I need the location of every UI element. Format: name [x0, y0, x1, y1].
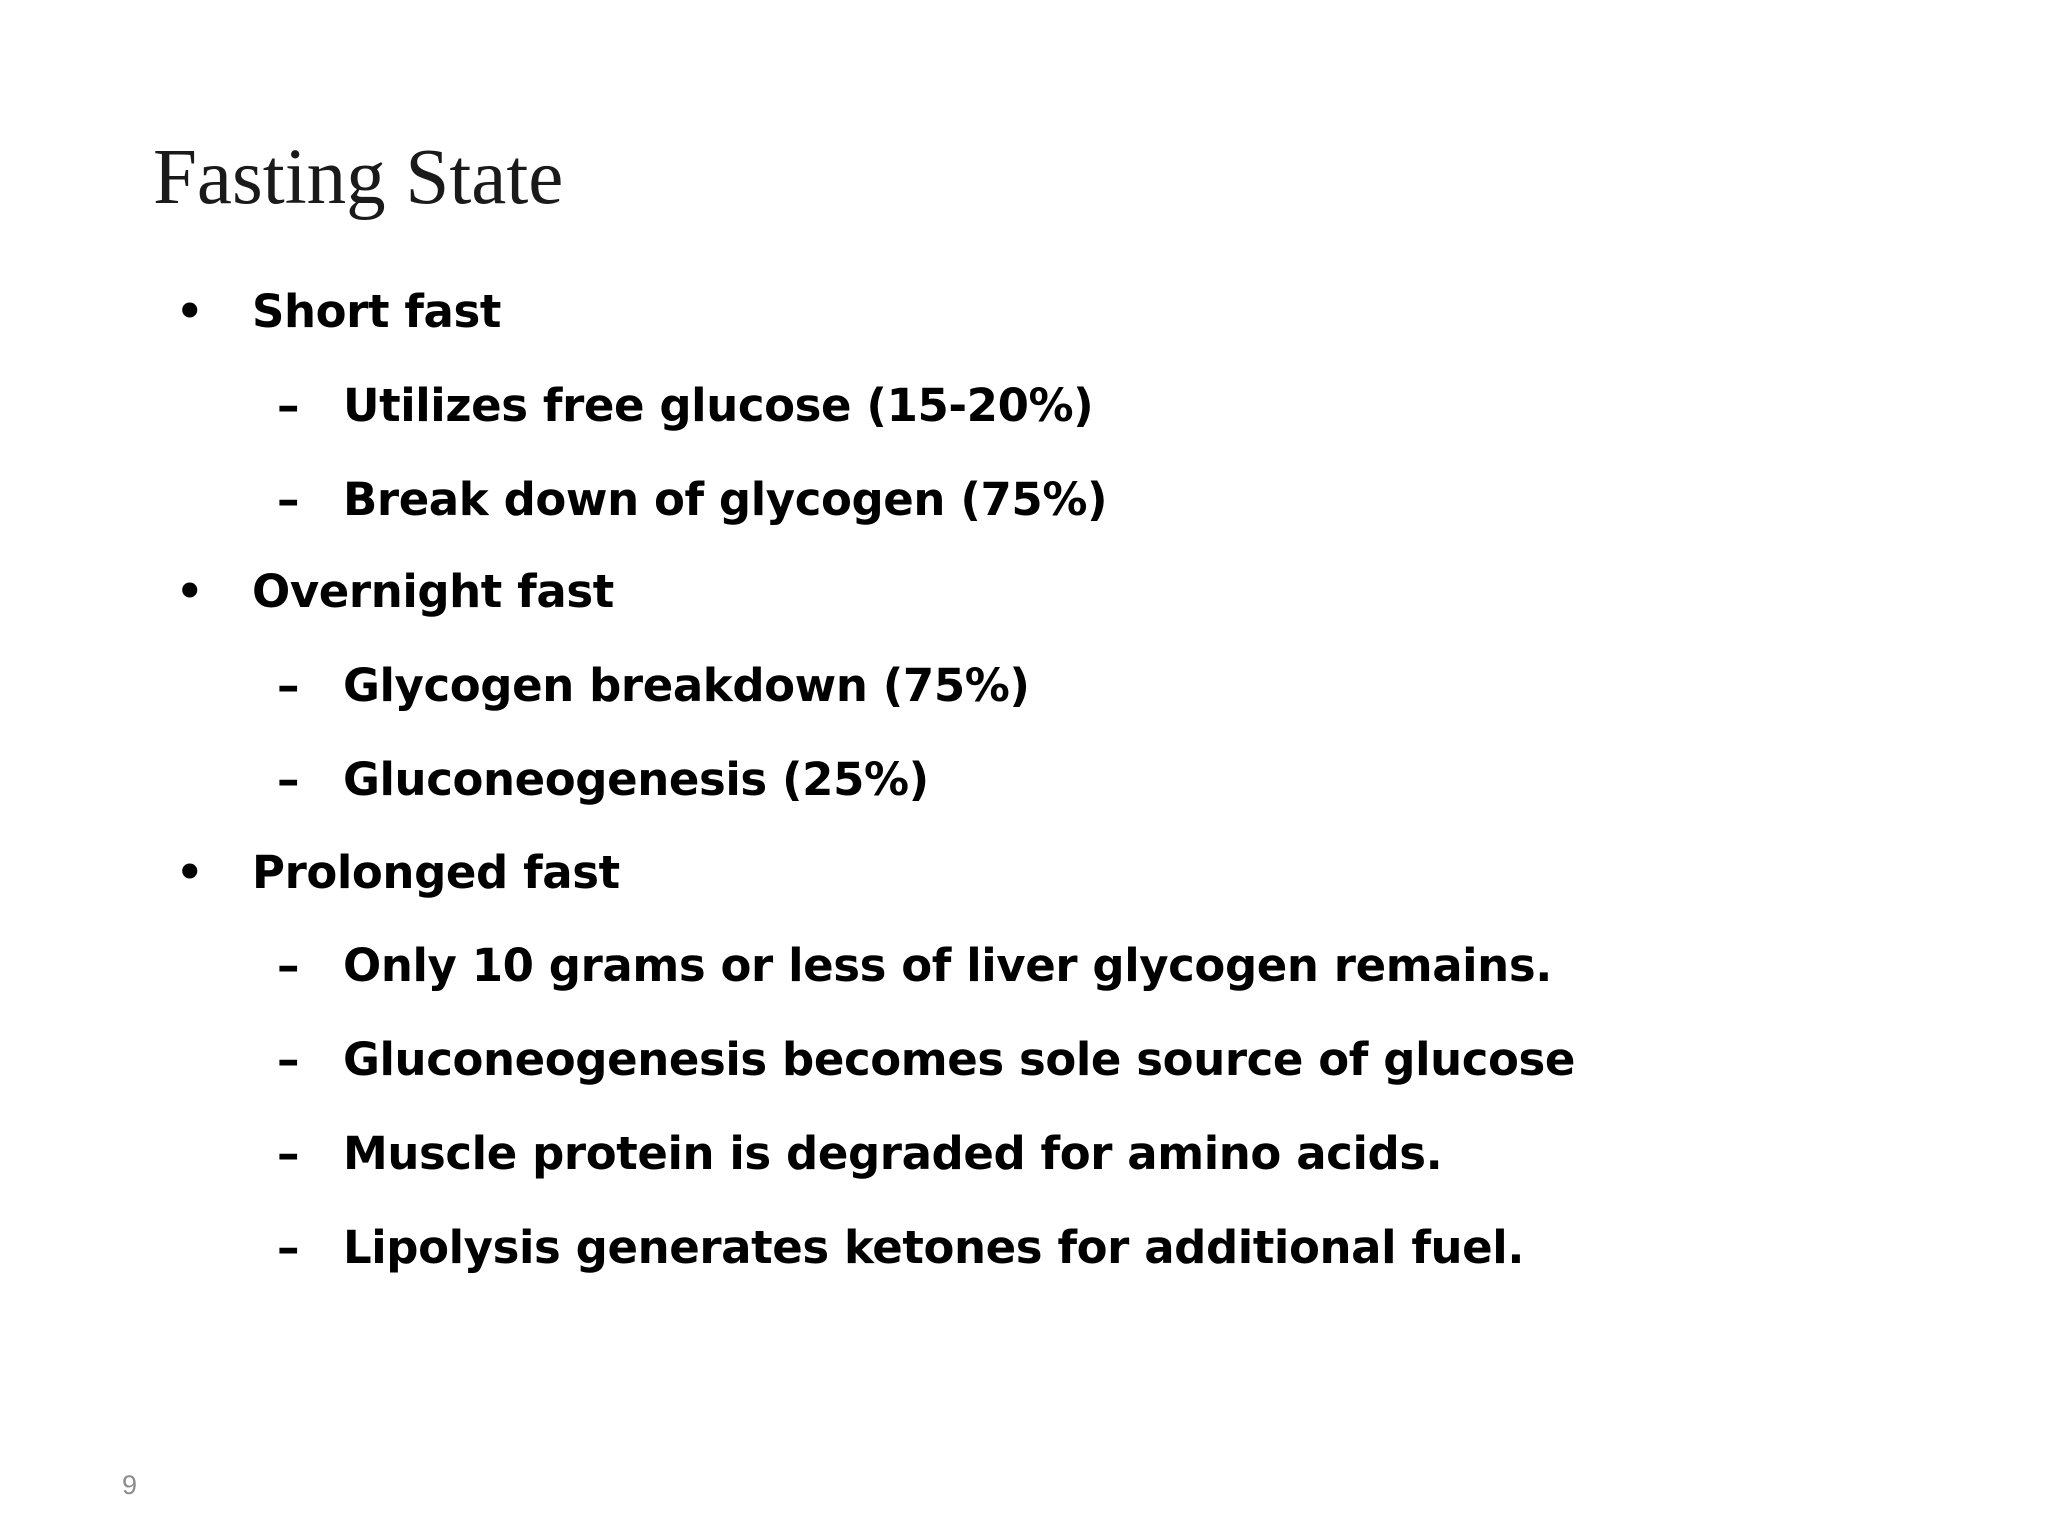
dash-marker: –: [277, 1127, 300, 1180]
sub-item-text: Only 10 grams or less of liver glycogen remains.: [343, 939, 1552, 992]
dash-marker: –: [277, 939, 300, 992]
bullet-marker: •: [176, 287, 204, 337]
dash-marker: –: [277, 753, 300, 806]
sub-item-text: Utilizes free glucose (15-20%): [343, 379, 1094, 432]
dash-marker: –: [277, 659, 300, 712]
sub-item-text: Glycogen breakdown (75%): [343, 659, 1030, 712]
dash-marker: –: [277, 1033, 300, 1086]
sub-item-text: Break down of glycogen (75%): [343, 473, 1108, 526]
page-number: 9: [122, 1470, 138, 1500]
dash-marker: –: [277, 379, 300, 432]
bullet-marker: •: [176, 567, 204, 617]
sub-item-text: Gluconeogenesis (25%): [343, 753, 929, 806]
sub-item-text: Gluconeogenesis becomes sole source of glucose: [343, 1033, 1576, 1086]
sub-item-text: Muscle protein is degraded for amino acids.: [343, 1127, 1443, 1180]
bullet-label: Short fast: [252, 285, 501, 338]
bullet-label: Prolonged fast: [252, 846, 620, 899]
dash-marker: –: [277, 473, 300, 526]
bullet-marker: •: [176, 848, 204, 898]
bullet-label: Overnight fast: [252, 565, 614, 618]
dash-marker: –: [277, 1221, 300, 1274]
slide-title: Fasting State: [153, 134, 564, 221]
sub-item-text: Lipolysis generates ketones for additional fuel.: [343, 1221, 1525, 1274]
